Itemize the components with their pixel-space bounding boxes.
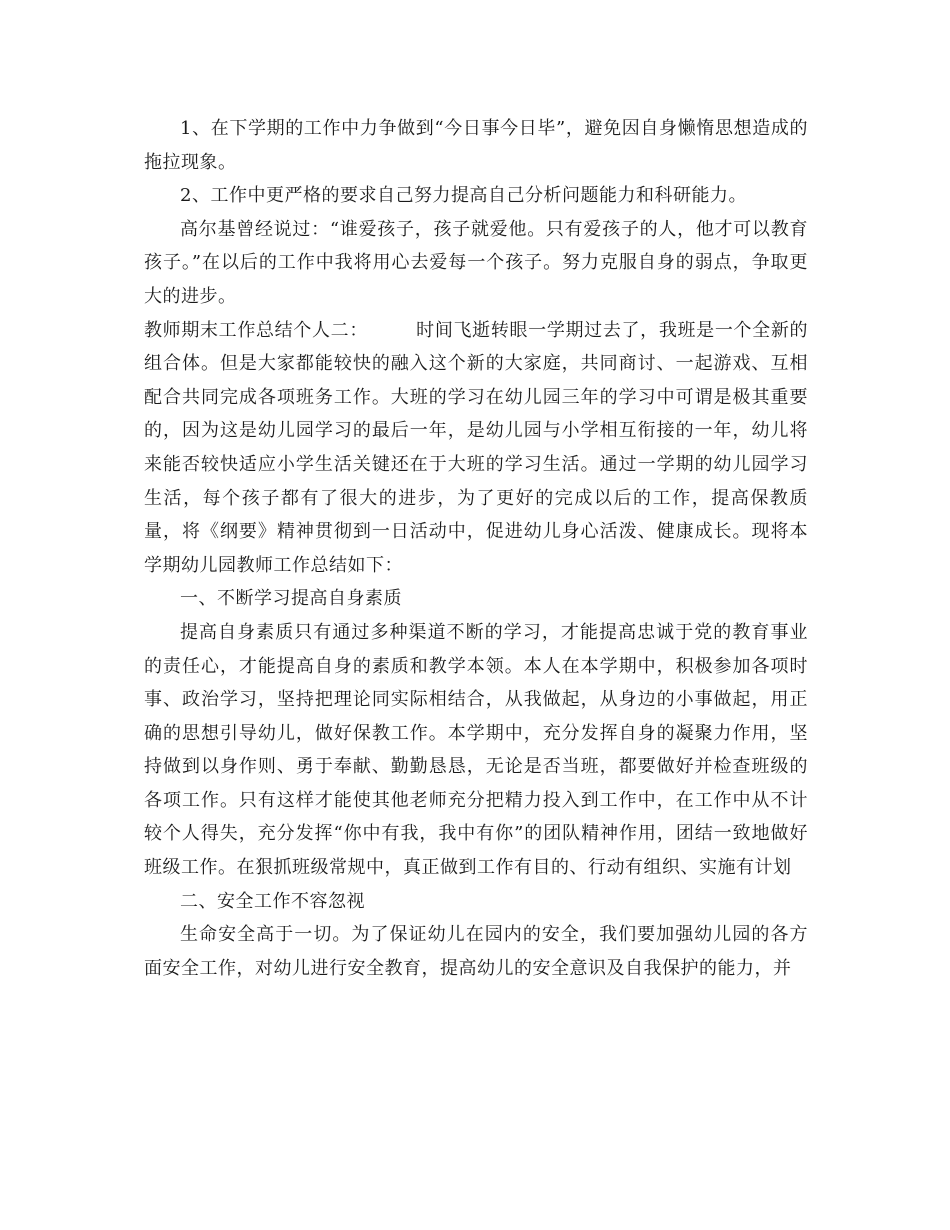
document-page: [144, 112, 808, 985]
summary-two-label: 教师期末工作总结个人二：: [144, 319, 368, 341]
section-heading-1: 一、不断学习提高自身素质: [180, 588, 402, 610]
paragraph-1: 1、在下学期的工作中力争做到“今日事今日毕”，避免因自身懒惰思想造成的拖拉现象。: [144, 118, 808, 173]
paragraph-gorky-quote: 高尔基曾经说过：“谁爱孩子，孩子就爱他。只有爱孩子的人，他才可以教育孩子。”在以后的工作中我将用心去爱每一个孩子。努力克服自身的弱点，争取更大的进步。: [144, 218, 808, 307]
paragraph-2: 2、工作中更严格的要求自己努力提高自己分析问题能力和科研能力。: [180, 185, 747, 207]
paragraph-safety: 生命安全高于一切。为了保证幼儿在园内的安全，我们要加强幼儿园的各方面安全工作，对幼儿进行安全教育，提高幼儿的安全意识及自我保护的能力，并: [144, 924, 808, 979]
paragraph-summary-two: [144, 314, 808, 583]
summary-two-body: 时间飞逝转眼一学期过去了，我班是一个全新的组合体。但是大家都能较快的融入这个新的大家庭，共同商讨、一起游戏、互相配合共同完成各项班务工作。大班的学习在幼儿园三年的学习中可谓是极其重要的，因为这是幼儿园学习的最后一年，是幼儿园与小学相互衔接的一年，幼儿将来能否较快适应小学生活关键还在于大班的学习生活。通过一学期的幼儿园学习生活，每个孩子都有了很大的进步，为了更好的完成以后的工作，提高保教质量，将《纲要》精神贯彻到一日活动中，促进幼儿身心活泼、健康成长。现将本学期幼儿园教师工作总结如下：: [144, 319, 808, 576]
section-heading-2: 二、安全工作不容忽视: [180, 890, 365, 912]
paragraph-self-improvement: 提高自身素质只有通过多种渠道不断的学习，才能提高忠诚于党的教育事业的责任心，才能提高自身的素质和教学本领。本人在本学期中，积极参加各项时事、政治学习，坚持把理论同实际相结合，从我做起，从身边的小事做起，用正确的思想引导幼儿，做好保教工作。本学期中，充分发挥自身的凝聚力作用，坚持做到以身作则、勇于奉献、勤勤恳恳，无论是否当班，都要做好并检查班级的各项工作。只有这样才能使其他老师充分把精力投入到工作中，在工作中从不计较个人得失，充分发挥“你中有我，我中有你”的团队精神作用，团结一致地做好班级工作。在狠抓班级常规中，真正做到工作有目的、行动有组织、实施有计划: [144, 621, 808, 879]
